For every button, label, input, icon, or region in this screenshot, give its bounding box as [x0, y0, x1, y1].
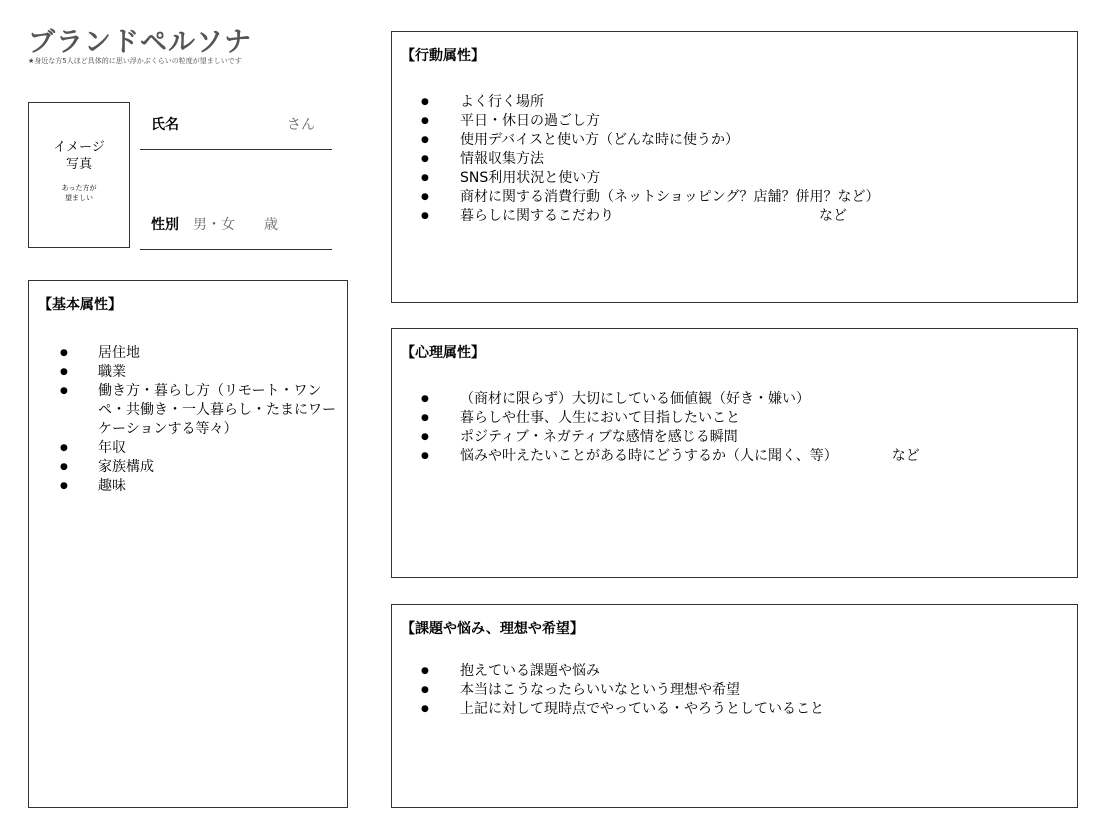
basic-list	[98, 344, 338, 496]
list-item: ● 使用デバイスと使い方（どんな時に使うか）	[460, 131, 1077, 150]
photo-label-line2: 写真	[65, 157, 92, 172]
list-item: ● SNS利用状況と使い方	[460, 169, 1077, 188]
list-item: ● 年収	[98, 439, 338, 458]
age-label: 歳	[264, 217, 278, 233]
photo-label-line1: イメージ	[53, 140, 105, 155]
page-title: ブランドペルソナ	[28, 27, 252, 58]
list-item: ● 職業	[98, 363, 338, 382]
list-item: ● 趣味	[98, 477, 338, 496]
psychology-trailing: など	[891, 448, 920, 464]
list-item	[460, 447, 1077, 466]
list-item: ● （商材に限らず）大切にしている価値観（好き・嫌い）	[460, 390, 1077, 409]
behavior-trailing: など	[819, 208, 847, 224]
list-item: ● 暮らしや仕事、人生において目指したいこと	[460, 409, 1077, 428]
basic-attributes-box	[28, 280, 348, 808]
name-label: 氏名	[151, 117, 179, 133]
issues-heading: 【課題や悩み、理想や希望】	[401, 621, 584, 637]
list-item: ● 平日・休日の過ごし方	[460, 112, 1077, 131]
sex-label: 性別	[151, 217, 179, 233]
issues-hopes-box	[391, 604, 1078, 808]
list-item: ● よく行く場所	[460, 93, 1077, 112]
behavior-attributes-box	[391, 31, 1078, 303]
list-item	[460, 207, 1077, 226]
sex-value: 男・女	[193, 217, 235, 233]
photo-note-line1: あった方が	[61, 184, 97, 192]
list-item: ● 本当はこうなったらいいなという理想や希望	[460, 681, 1077, 700]
list-item-text: 悩みや叶えたいことがある時にどうするか（人に聞く、等）	[460, 448, 838, 464]
psychology-attributes-box	[391, 328, 1078, 578]
psychology-list	[460, 390, 1077, 466]
list-item: ● ポジティブ・ネガティブな感情を感じる瞬間	[460, 428, 1077, 447]
photo-note-line2: 望ましい	[65, 194, 93, 202]
list-item: ● 情報収集方法	[460, 150, 1077, 169]
psychology-heading: 【心理属性】	[401, 345, 485, 361]
name-suffix: さん	[287, 117, 315, 133]
name-underline	[140, 149, 332, 150]
list-item-text: 暮らしに関するこだわり	[460, 208, 614, 224]
sex-underline	[140, 249, 332, 250]
image-photo-placeholder	[28, 102, 130, 248]
behavior-list	[460, 93, 1077, 226]
page-subtitle: ★身近な方5人ほど具体的に思い浮かぶくらいの粒度が望ましいです	[28, 57, 242, 65]
list-item: ● 家族構成	[98, 458, 338, 477]
list-item: ● 上記に対して現時点でやっている・やろうとしていること	[460, 700, 1077, 719]
behavior-heading: 【行動属性】	[401, 48, 485, 64]
basic-heading: 【基本属性】	[38, 297, 122, 313]
list-item: ● 商材に関する消費行動（ネットショッピング？店舗？併用？など）	[460, 188, 1077, 207]
issues-list	[460, 662, 1077, 719]
list-item: ● 働き方・暮らし方（リモート・ワンペ・共働き・一人暮らし・たまにワーケーションする等々）	[98, 382, 338, 439]
list-item: ● 抱えている課題や悩み	[460, 662, 1077, 681]
list-item: ● 居住地	[98, 344, 338, 363]
